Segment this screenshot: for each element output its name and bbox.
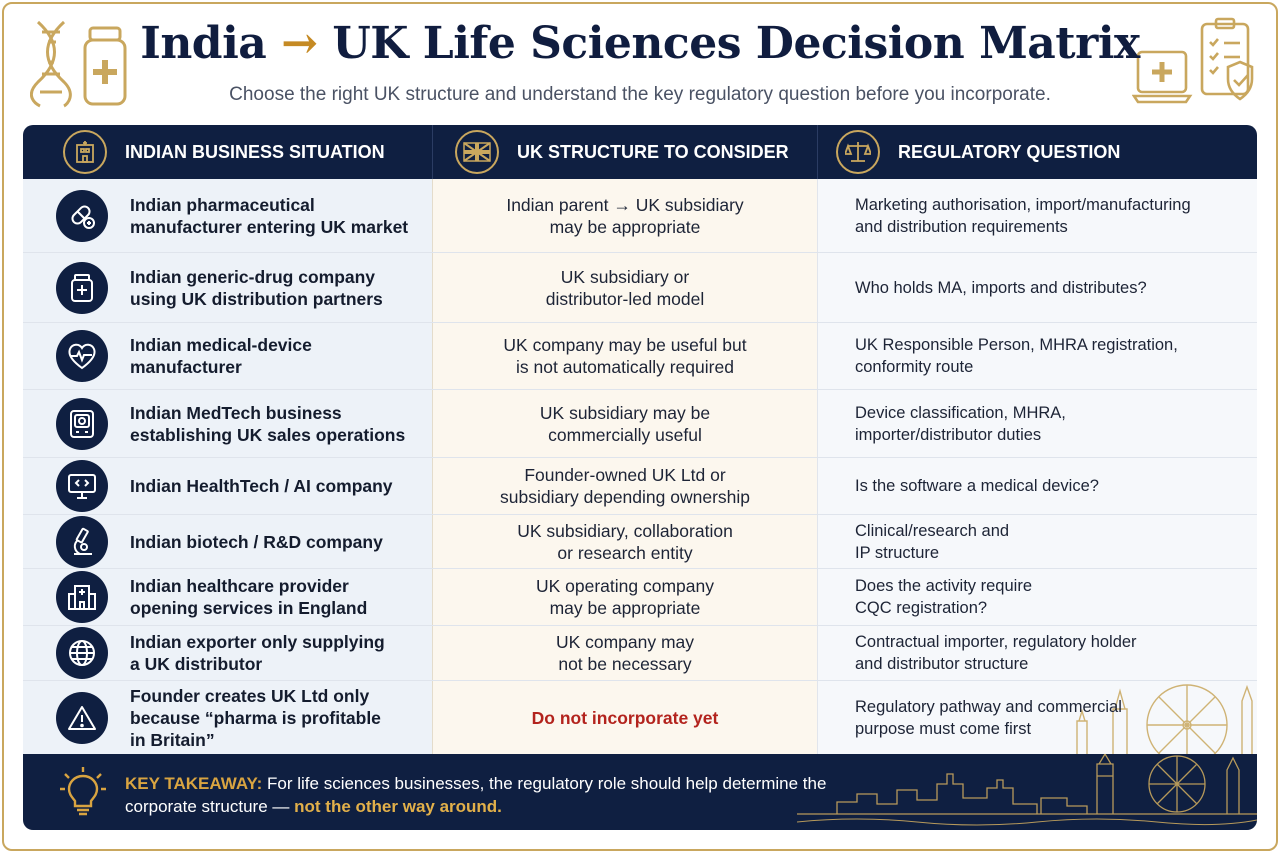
structure-cell [432, 323, 817, 389]
structure-cell [432, 515, 817, 568]
table-row [23, 569, 1257, 626]
structure-cell [432, 179, 817, 252]
table-header [23, 125, 1257, 179]
header-situation-label: INDIAN BUSINESS SITUATION [125, 141, 385, 162]
question-text: Marketing authorisation, import/manufacturing and distribution requirements [855, 195, 1191, 236]
situation-cell [23, 323, 432, 389]
situation-text: Indian medical-device manufacturer [130, 335, 312, 377]
medical-monitor-icon [56, 398, 108, 450]
structure-text: UK subsidiary, collaboration or research entity [517, 520, 733, 563]
structure-text: UK operating company may be appropriate [535, 576, 715, 618]
globe-icon [56, 627, 108, 679]
union-flag-icon [455, 130, 499, 174]
situation-cell [23, 253, 432, 322]
pill-capsule-icon [56, 190, 108, 242]
warning-icon [56, 692, 108, 744]
title-destination: UK Life Sciences Decision Matrix [332, 18, 1140, 69]
title-origin: India [140, 18, 267, 69]
header-question [817, 125, 1257, 179]
situation-text: Founder creates UK Ltd only because “pharma is profitable in Britain” [130, 685, 381, 750]
medicine-bottle-icon [56, 262, 108, 314]
question-cell [817, 390, 1257, 457]
key-takeaway-emphasis: not the other way around. [294, 797, 502, 816]
structure-text: Founder-owned UK Ltd or subsidiary depending ownership [499, 465, 751, 507]
question-text: Regulatory pathway and commercial purpose must come first [855, 697, 1122, 738]
table-row [23, 681, 1257, 754]
situation-text: Indian biotech / R&D company [130, 531, 383, 552]
structure-cell [432, 569, 817, 625]
situation-cell [23, 569, 432, 625]
question-cell [817, 626, 1257, 680]
situation-text: Indian exporter only supplying a UK distributor [130, 632, 385, 674]
header-situation [23, 125, 432, 179]
structure-text: UK subsidiary or distributor-led model [545, 266, 705, 309]
situation-text: Indian MedTech business establishing UK sales operations [130, 402, 406, 445]
situation-cell [23, 390, 432, 457]
lightbulb-icon [59, 766, 107, 818]
question-cell [817, 253, 1257, 322]
table-row [23, 323, 1257, 390]
structure-text: UK subsidiary may be commercially useful [539, 402, 711, 445]
header-structure-label: UK STRUCTURE TO CONSIDER [517, 141, 789, 162]
table-row [23, 390, 1257, 458]
structure-cell [432, 681, 817, 754]
question-text: Clinical/research and IP structure [855, 521, 1010, 562]
table-body [23, 179, 1257, 754]
question-text: Is the software a medical device? [855, 477, 1099, 495]
header-question-label: REGULATORY QUESTION [898, 141, 1121, 162]
structure-cell [432, 253, 817, 322]
page-subtitle: Choose the right UK structure and understand the key regulatory question before you incorporate. [229, 84, 1051, 105]
key-takeaway-body: For life sciences businesses, the regulatory role should help determine the corporate structure — [125, 774, 827, 816]
structure-warning-text: Do not incorporate yet [531, 707, 719, 728]
header-structure [432, 125, 817, 179]
situation-text: Indian generic-drug company using UK distribution partners [130, 266, 383, 309]
table-row [23, 253, 1257, 323]
situation-cell [23, 681, 432, 754]
situation-cell [23, 458, 432, 514]
structure-text: Indian parent → UK subsidiary may be appropriate [506, 194, 744, 237]
structure-cell [432, 458, 817, 514]
building-icon [63, 130, 107, 174]
table-row [23, 515, 1257, 569]
situation-cell [23, 515, 432, 568]
question-text: UK Responsible Person, MHRA registration, conformity route [855, 336, 1178, 376]
question-cell [817, 569, 1257, 625]
key-takeaway-label: KEY TAKEAWAY: [125, 774, 263, 793]
situation-text: Indian healthcare provider opening services in England [130, 576, 368, 618]
structure-text: UK company may not be necessary [555, 632, 695, 674]
table-row [23, 626, 1257, 681]
structure-text: UK company may be useful but is not automatically required [503, 335, 747, 377]
title-arrow: → [281, 18, 318, 69]
question-cell [817, 179, 1257, 252]
key-takeaway-text [125, 772, 845, 818]
page-title [0, 18, 1280, 69]
question-text: Who holds MA, imports and distributes? [855, 278, 1147, 297]
question-cell [817, 681, 1257, 754]
situation-cell [23, 179, 432, 252]
heart-pulse-icon [56, 330, 108, 382]
microscope-icon [56, 516, 108, 568]
london-skyline-icon [797, 754, 1257, 830]
question-cell [817, 515, 1257, 568]
decision-matrix-table [23, 125, 1257, 754]
structure-cell [432, 626, 817, 680]
situation-text: Indian pharmaceutical manufacturer entering UK market [130, 194, 409, 237]
scales-icon [836, 130, 880, 174]
structure-cell [432, 390, 817, 457]
ai-computer-icon [56, 460, 108, 512]
hospital-icon [56, 571, 108, 623]
question-cell [817, 323, 1257, 389]
situation-cell [23, 626, 432, 680]
question-text: Device classification, MHRA, importer/distributor duties [855, 403, 1066, 444]
key-takeaway-banner [23, 754, 1257, 830]
question-text: Does the activity require CQC registration? [855, 577, 1032, 617]
situation-text: Indian HealthTech / AI company [130, 476, 393, 496]
question-cell [817, 458, 1257, 514]
table-row [23, 179, 1257, 253]
question-text: Contractual importer, regulatory holder and distributor structure [855, 633, 1137, 673]
table-row [23, 458, 1257, 515]
